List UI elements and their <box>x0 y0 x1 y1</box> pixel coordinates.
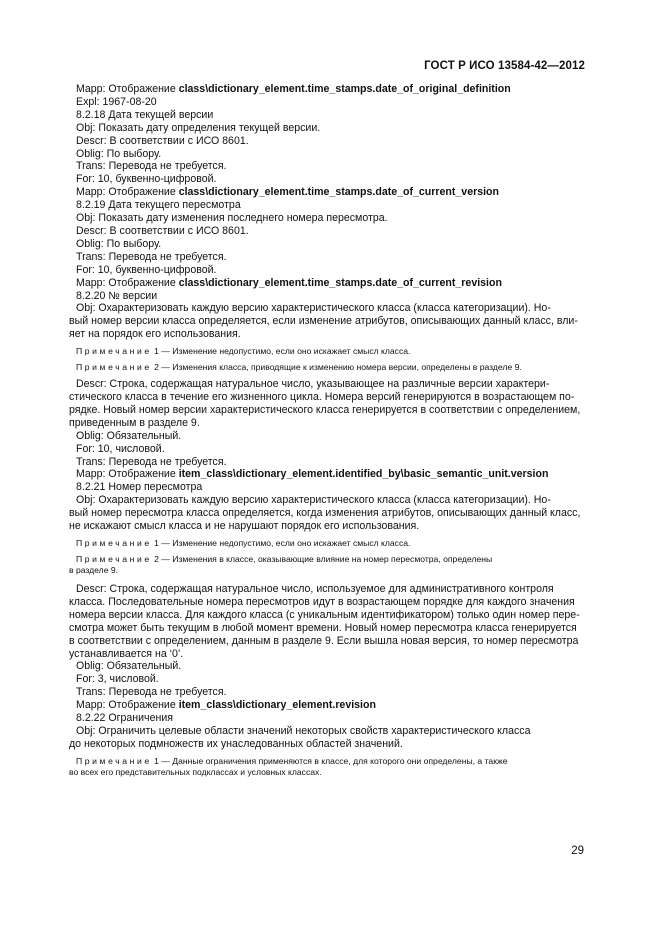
page-number: 29 <box>571 845 584 857</box>
oblig-line: Oblig: Обязательный. <box>76 429 182 442</box>
for-line: For: 3, числовой. <box>76 673 159 686</box>
obj-line: Obj: Показать дату определения текущей версии. <box>76 121 321 134</box>
paragraph-line: в соответствии с определением, данным в разделе 9. Если вышла новая версия, то номер пересмотра <box>69 634 579 647</box>
paragraph-line: смотра может быть текущим в любой момент времени. Новый номер пересмотра класса генерируется <box>69 621 577 634</box>
trans-line: Trans: Перевода не требуется. <box>76 250 227 263</box>
paragraph-line: номера версии класса. Для каждого класса (с уникальным идентификатором) только один номер пере- <box>69 608 580 621</box>
paragraph-line: класса. Последовательные номера пересмотров идут в возрастающем порядке для каждого значения <box>69 595 575 608</box>
paragraph-line: Obj: Охарактеризовать каждую версию характеристического класса (класса категоризации). Но- <box>76 302 551 315</box>
mapp-line: Mapp: Отображение class\dictionary_element.time_stamps.date_of_current_version <box>76 186 499 199</box>
section-heading: 8.2.21 Номер пересмотра <box>76 481 203 494</box>
section-heading: 8.2.22 Ограничения <box>76 712 173 725</box>
page-header: ГОСТ Р ИСО 13584-42—2012 <box>424 60 585 72</box>
mapp-line: Mapp: Отображение item_class\dictionary_element.revision <box>76 699 376 712</box>
paragraph-line: рядке. Новый номер версии характеристического класса генерируется в соответствии с определением, <box>69 403 581 416</box>
note: Примечание 1 — Изменение недопустимо, если оно искажает смысл класса. <box>76 538 411 548</box>
for-line: For: 10, числовой. <box>76 442 165 455</box>
obj-line: Obj: Показать дату изменения последнего номера пересмотра. <box>76 212 388 225</box>
trans-line: Trans: Перевода не требуется. <box>76 160 227 173</box>
paragraph-line: приведенным в разделе 9. <box>69 416 200 429</box>
paragraph-line: не искажают смысл класса и не нарушают порядок его использования. <box>69 520 420 533</box>
expl-line: Expl: 1967-08-20 <box>76 95 157 108</box>
oblig-line: Oblig: По выбору. <box>76 147 162 160</box>
paragraph-line: Obj: Охарактеризовать каждую версию характеристического класса (класса категоризации). Но- <box>76 494 551 507</box>
section-heading: 8.2.19 Дата текущего пересмотра <box>76 199 241 212</box>
descr-line: Descr: В соответствии с ИСО 8601. <box>76 134 249 147</box>
for-line: For: 10, буквенно-цифровой. <box>76 263 217 276</box>
oblig-line: Oblig: По выбору. <box>76 237 162 250</box>
note: Примечание 2 — Изменения в классе, оказывающие влияние на номер пересмотра, определены в разделе 9. <box>69 554 493 575</box>
paragraph-line: вый номер версии класса определяется, если изменение атрибутов, описывающих данный класс, вли- <box>69 315 578 328</box>
document-body <box>69 83 584 783</box>
mapp-line: Mapp: Отображение item_class\dictionary_element.identified_by\basic_semantic_unit.version <box>76 468 549 481</box>
paragraph-line: стического класса в течение его жизненного цикла. Номера версий генерируются в возрастающем по- <box>69 391 575 404</box>
section-heading: 8.2.20 № версии <box>76 289 158 302</box>
section-heading: 8.2.18 Дата текущей версии <box>76 108 214 121</box>
for-line: For: 10, буквенно-цифровой. <box>76 173 217 186</box>
note: Примечание 1 — Данные ограничения применяются в классе, для которого они определены, а также во всех его представительных подклассах и условных классах. <box>69 755 508 777</box>
descr-line: Descr: В соответствии с ИСО 8601. <box>76 224 249 237</box>
trans-line: Trans: Перевода не требуется. <box>76 455 227 468</box>
paragraph-line: Obj: Ограничить целевые области значений некоторых свойств характеристического класса <box>76 724 531 737</box>
note: Примечание 1 — Изменение недопустимо, если оно искажает смысл класса. <box>76 346 411 357</box>
paragraph-line: вый номер пересмотра класса определяется, когда изменения атрибутов, описывающих данный класс, <box>69 507 581 520</box>
paragraph-line: яет на порядок его использования. <box>69 328 241 341</box>
paragraph-line: Descr: Строка, содержащая натуральное число, указывающее на различные версии характери- <box>76 378 550 391</box>
note: Примечание 2 — Изменения класса, приводящие к изменению номера версии, определены в разделе 9. <box>76 362 522 373</box>
paragraph-line: Descr: Строка, содержащая натуральное число, используемое для административного контроля <box>76 583 554 595</box>
mapp-line: Mapp: Отображение class\dictionary_element.time_stamps.date_of_original_definition <box>76 83 511 95</box>
trans-line: Trans: Перевода не требуется. <box>76 686 227 699</box>
mapp-line: Mapp: Отображение class\dictionary_element.time_stamps.date_of_current_revision <box>76 276 502 289</box>
paragraph-line: до некоторых подмножеств их унаследованных областей значений. <box>69 737 403 750</box>
paragraph-line: устанавливается на ‘0’. <box>69 647 184 660</box>
oblig-line: Oblig: Обязательный. <box>76 660 182 673</box>
